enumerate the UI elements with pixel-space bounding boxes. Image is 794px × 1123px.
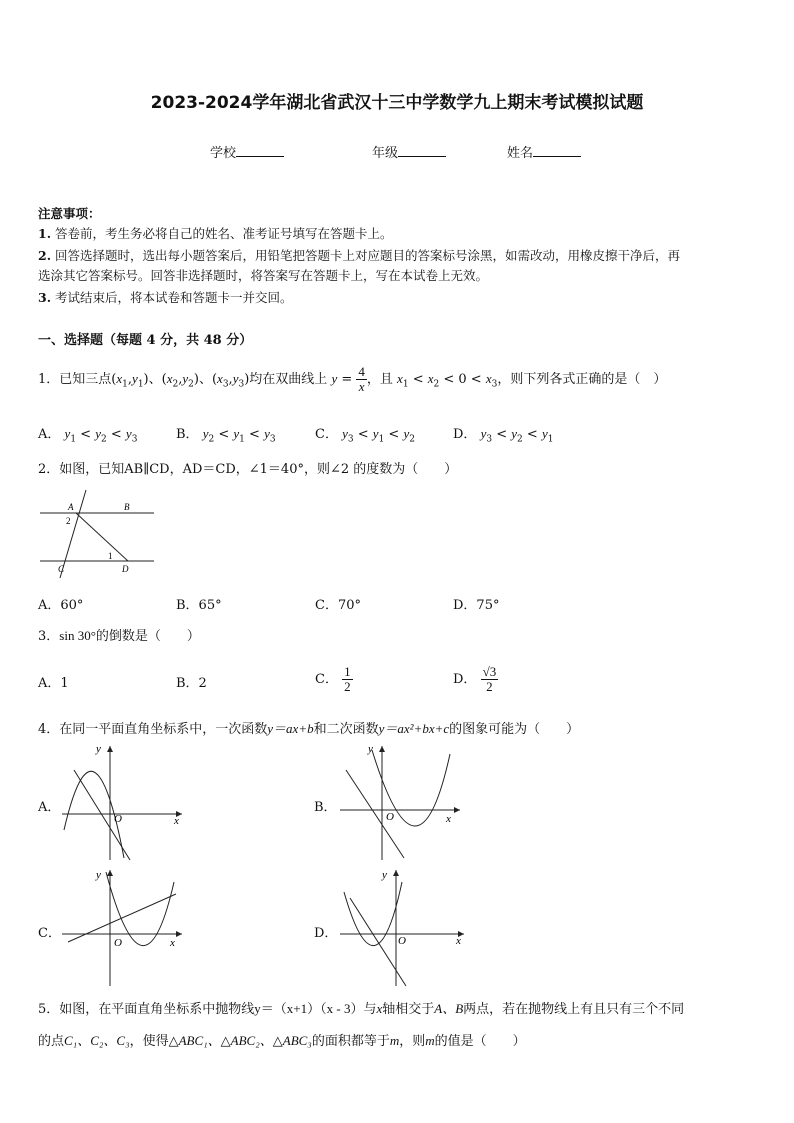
question-3: 3．sin 30°的倒数是（ ） bbox=[38, 628, 200, 644]
name-field: 姓名 bbox=[507, 142, 581, 161]
grade-field: 年级 bbox=[372, 142, 446, 161]
label-angle-1: 1 bbox=[108, 551, 113, 561]
line bbox=[68, 894, 176, 942]
svg-text:x: x bbox=[170, 937, 175, 949]
svg-text:y: y bbox=[368, 743, 373, 755]
svg-text:y: y bbox=[382, 869, 387, 881]
label-a: A bbox=[68, 502, 74, 512]
svg-text:O: O bbox=[398, 935, 406, 947]
question-4: 4．在同一平面直角坐标系中，一次函数y＝ax+b和二次函数y＝ax²+bx+c的图象可能为（ ） bbox=[38, 721, 580, 737]
note-item: 2. 回答选择题时，选出每小题答案后，用铅笔把答题卡上对应题目的答案标号涂黑，如需改动，用橡皮擦干净后，再 bbox=[38, 248, 681, 263]
name-blank bbox=[533, 144, 581, 157]
q4-graph-b bbox=[336, 740, 464, 864]
label-c: C bbox=[58, 564, 65, 574]
question-1: 1．已知三点$(x_1,y_1)$、$(x_2,y_2)$、$(x_3,y_3)$均在双曲线上 y = $\frac{4}{x}$ ，且 $x_1 < x_2 < 0 < x_3$，则下列各式正确的是（ ） bbox=[38, 364, 667, 394]
q3-option-b[interactable]: B．2 bbox=[176, 676, 207, 691]
q4-graph-a bbox=[58, 740, 186, 864]
parabola bbox=[372, 750, 450, 826]
question-5-line-2: 的点C₁、C₂、C₃，使得△ABC₁、△ABC₂、△ABC₃的面积都等于m，则m的值是（ ） bbox=[38, 1033, 526, 1049]
question-2: 2．如图，已知AB∥CD，AD＝CD，∠1＝40°，则∠2 的度数为（ ） bbox=[38, 462, 458, 477]
svg-text:x: x bbox=[446, 813, 451, 825]
school-blank bbox=[236, 144, 284, 157]
question-5-line-1: 5．如图，在平面直角坐标系中抛物线y＝（x+1）（x - 3）与x轴相交于A、B两点，若在抛物线上有且只有三个不同 bbox=[38, 1001, 685, 1017]
q4-option-c[interactable]: C． bbox=[38, 926, 61, 941]
label-b: B bbox=[124, 502, 130, 512]
q4-graph-c bbox=[58, 864, 186, 988]
svg-text:O: O bbox=[114, 937, 122, 949]
q2-option-c[interactable]: C．70° bbox=[315, 598, 361, 613]
q3-option-d[interactable]: D． $\frac{√3}{2}$ bbox=[453, 664, 497, 694]
fraction-4-over-x: $\frac{4}{x}$ bbox=[358, 364, 365, 394]
svg-text:y: y bbox=[96, 869, 101, 881]
svg-text:x: x bbox=[456, 935, 461, 947]
q2-option-d[interactable]: D．75° bbox=[453, 598, 500, 613]
q1-option-c[interactable]: C． $y_3 < y_1 < y_2$ bbox=[315, 426, 415, 445]
svg-text:O: O bbox=[114, 813, 122, 825]
q1-option-b[interactable]: B． $y_2 < y_1 < y_3$ bbox=[176, 426, 276, 445]
q1-option-a[interactable]: A． $y_1 < y_2 < y_3$ bbox=[38, 426, 138, 445]
grade-blank bbox=[398, 144, 446, 157]
note-item: 3. 考试结束后，将本试卷和答题卡一并交回。 bbox=[38, 290, 293, 305]
q1-option-d[interactable]: D． $y_3 < y_2 < y_1$ bbox=[453, 426, 554, 445]
q4-option-b[interactable]: B． bbox=[314, 800, 337, 815]
parabola bbox=[344, 882, 402, 946]
q4-option-a[interactable]: A． bbox=[38, 800, 61, 815]
section-heading: 一、选择题（每题 4 分，共 48 分） bbox=[38, 333, 253, 348]
svg-text:y: y bbox=[96, 743, 101, 755]
label-angle-2: 2 bbox=[66, 516, 71, 526]
q3-option-a[interactable]: A．1 bbox=[38, 676, 69, 691]
school-field: 学校 bbox=[210, 142, 284, 161]
svg-text:x: x bbox=[174, 815, 179, 827]
parabola bbox=[106, 872, 174, 946]
q4-graph-d bbox=[336, 864, 468, 988]
line bbox=[346, 770, 404, 858]
q3-option-c[interactable]: C． $\frac{1}{2}$ bbox=[315, 664, 351, 694]
q2-parallel-lines-figure bbox=[36, 486, 156, 582]
point-coords: $(x_1,y_1)$、$(x_2,y_2)$、$(x_3,y_3)$ bbox=[111, 371, 250, 390]
svg-text:O: O bbox=[386, 811, 394, 823]
note-item: 1. 答卷前，考生务必将自己的姓名、准考证号填写在答题卡上。 bbox=[38, 226, 393, 241]
notes-heading: 注意事项： bbox=[38, 206, 101, 221]
label-d: D bbox=[122, 564, 129, 574]
segment-ad bbox=[76, 513, 128, 561]
page-title: 2023-2024学年湖北省武汉十三中学数学九上期末考试模拟试题 bbox=[150, 93, 644, 113]
note-item: 选涂其它答案标号。回答非选择题时，将答案写在答题卡上，写在本试卷上无效。 bbox=[38, 268, 489, 283]
q4-option-d[interactable]: D． bbox=[314, 926, 338, 941]
q2-option-b[interactable]: B．65° bbox=[176, 598, 222, 613]
q2-option-a[interactable]: A．60° bbox=[38, 598, 84, 613]
